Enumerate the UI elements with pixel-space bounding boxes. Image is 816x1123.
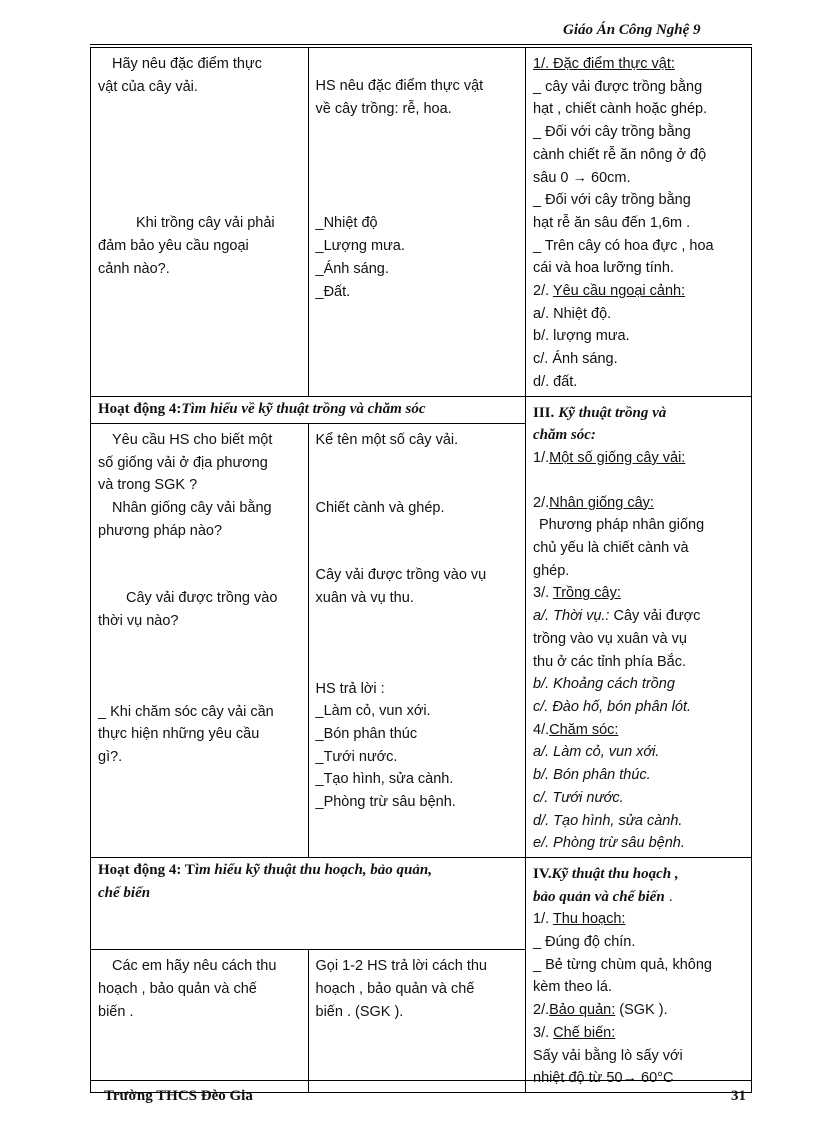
- teacher-activity-cell: [91, 950, 309, 1093]
- text-line: _ Đúng độ chín.: [533, 934, 636, 951]
- heading-number: 3/.: [533, 585, 550, 602]
- text-line: _Nhiệt độ: [315, 215, 378, 232]
- lesson-table: [90, 47, 752, 1093]
- text-line: hạt rễ ăn sâu đến 1,6m .: [533, 214, 691, 231]
- text-line: cành chiết rễ ăn nông ở độ: [533, 146, 707, 163]
- text-line: Gọi 1-2 HS trả lời cách thu: [315, 958, 487, 975]
- section-heading: [533, 1022, 745, 1045]
- text-line: Sấy vải bằng lò sấy với: [533, 1047, 683, 1064]
- section-title-line: [533, 886, 745, 909]
- text-line: _ Trên cây có hoa đực , hoa: [533, 237, 714, 254]
- text-line: _ Bẻ từng chùm quả, không: [533, 956, 712, 973]
- text-line: phương pháp nào?: [98, 522, 223, 539]
- heading-text: Yêu cầu ngoại cảnh:: [552, 283, 686, 300]
- section-heading: [533, 492, 745, 515]
- text-line: _ Khi chăm sóc cây vải cần: [98, 703, 274, 720]
- text-line: c/. Tưới nước.: [533, 789, 624, 806]
- text-line: gì?.: [98, 749, 123, 766]
- heading-text: Trồng cây:: [552, 585, 621, 602]
- text-line: b/. Khoảng cách trồng: [533, 676, 675, 693]
- text-line: hoạch , bảo quản và chế: [315, 981, 475, 998]
- text-line: vật của cây vải.: [98, 78, 198, 95]
- heading-text: Một số giống cây vải:: [549, 449, 686, 466]
- activity-label: Hoạt động 4:: [98, 400, 182, 417]
- heading-number: 2/.: [533, 1002, 550, 1019]
- spacer: [316, 610, 520, 678]
- text-line: Yêu cầu HS cho biết một: [112, 431, 273, 448]
- spacer: [98, 98, 302, 212]
- text-line: hạt , chiết cành hoặc ghép.: [533, 101, 708, 118]
- text-line: kèm theo lá.: [533, 979, 612, 996]
- section-title: [533, 402, 745, 425]
- text-line: và trong SGK ?: [98, 477, 198, 494]
- text-line: trồng vào vụ xuân và vụ: [533, 630, 687, 647]
- text-line: c/. Đào hố, bón phân lót.: [533, 698, 691, 715]
- text-line: _Làm cỏ, vun xới.: [315, 703, 431, 720]
- text-line: cái và hoa lưỡng tính.: [533, 260, 674, 277]
- title-number: III.: [533, 404, 555, 421]
- item-text: Cây vải được: [613, 608, 701, 625]
- text-line: thời vụ nào?: [98, 613, 179, 630]
- text-line: sâu 0 → 60cm.: [533, 169, 631, 186]
- text-line: Phương pháp nhân giống: [539, 517, 705, 534]
- student-activity-cell: [308, 423, 526, 857]
- text-line: a/. Làm cỏ, vun xới.: [533, 744, 660, 761]
- heading-number: 2/.: [533, 283, 550, 300]
- page-number: 31: [731, 1088, 746, 1104]
- text-line: _ Đối với cây trồng bằng: [533, 192, 691, 209]
- text-line: cảnh nào?.: [98, 260, 170, 277]
- title-text: Kỹ thuật trồng và: [558, 404, 667, 421]
- table-row: [91, 857, 752, 950]
- text-line: ghép.: [533, 562, 570, 579]
- text-line: HS trả lời :: [315, 680, 385, 697]
- text-line: a/. Nhiệt độ.: [533, 305, 612, 322]
- text-line: số giống vải ở địa phương: [98, 454, 268, 471]
- heading-text: Bảo quản:: [549, 1002, 616, 1019]
- text-line: c/. Ánh sáng.: [533, 351, 618, 368]
- text-line: _Tưới nước.: [315, 748, 398, 765]
- header-title: Giáo Án Công Nghệ 9: [563, 22, 701, 38]
- heading-number: 4/.: [533, 721, 550, 738]
- section-title: [533, 863, 745, 886]
- spacer: [316, 452, 520, 497]
- footer-school: Trường THCS Đèo Gia: [104, 1088, 253, 1104]
- text-line: biến .: [98, 1003, 134, 1020]
- heading-number: 3/.: [533, 1024, 550, 1041]
- title-text: bảo quản và chế biến: [533, 888, 665, 905]
- section-heading: [533, 999, 745, 1022]
- section-title-line: chăm sóc:: [533, 427, 596, 444]
- heading-number: 1/.: [533, 449, 550, 466]
- text-line: Kể tên một số cây vải.: [315, 431, 459, 448]
- text-line: xuân và vụ thu.: [315, 589, 414, 606]
- heading-tail: (SGK ).: [615, 1002, 668, 1019]
- teacher-activity-cell: [91, 423, 309, 857]
- activity-title: Tìm hiểu về kỹ thuật trồng và chăm sóc: [181, 400, 426, 417]
- text-line: _Phòng trừ sâu bệnh.: [315, 794, 456, 811]
- text-line: _Ánh sáng.: [315, 260, 389, 277]
- table-row: [91, 48, 752, 397]
- heading-text: Chăm sóc:: [549, 721, 619, 738]
- activity-title-line: chế biến: [98, 884, 151, 901]
- heading-number: 2/.: [533, 494, 550, 511]
- text-line: thực hiện những yêu cầu: [98, 726, 260, 743]
- text-line: hoạch , bảo quản và chế: [98, 981, 257, 998]
- text-line: e/. Phòng trừ sâu bệnh.: [533, 835, 685, 852]
- text-line: _ cây vải được trồng bằng: [533, 78, 703, 95]
- text-line: Các em hãy nêu cách thu: [112, 958, 277, 975]
- text-line: _Tạo hình, sửa cành.: [315, 771, 454, 788]
- text-line: Cây vải được trồng vào: [126, 590, 278, 607]
- text-line: về cây trồng: rễ, hoa.: [315, 100, 452, 117]
- spacer: [316, 519, 520, 564]
- spacer: [98, 633, 302, 701]
- text-line: d/. Tạo hình, sửa cành.: [533, 812, 683, 829]
- text-line: thu ở các tỉnh phía Bắc.: [533, 653, 686, 670]
- section-heading: [533, 447, 745, 470]
- content-cell: [526, 857, 752, 1092]
- text-line: Khi trồng cây vải phải: [136, 215, 275, 232]
- spacer: [316, 120, 520, 212]
- section-heading: 1/. Đặc điểm thực vật:: [533, 56, 675, 72]
- text-line: biến . (SGK ).: [315, 1003, 404, 1020]
- text-line: chủ yếu là chiết cành và: [533, 540, 689, 557]
- spacer: [316, 53, 520, 75]
- activity-title-line: [98, 859, 519, 882]
- activity-title: ìm hiểu kỹ thuật thu hoạch, bảo quản,: [194, 861, 432, 878]
- text-line: _ Đối với cây trồng bằng: [533, 124, 691, 141]
- title-number: IV.: [533, 865, 552, 882]
- section-heading: [533, 280, 745, 303]
- heading-number: 1/.: [533, 911, 550, 928]
- header-rule: [90, 44, 752, 45]
- content-cell: [526, 48, 752, 397]
- student-activity-cell: [308, 48, 526, 397]
- text-line: b/. lượng mưa.: [533, 328, 630, 345]
- text-line: _Đất.: [315, 283, 351, 300]
- text-line: Chiết cành và ghép.: [315, 499, 445, 516]
- item-label: a/. Thời vụ.:: [533, 608, 610, 625]
- text-line: _Bón phân thúc: [315, 726, 418, 743]
- spacer: [533, 470, 745, 492]
- text-line: [533, 605, 745, 628]
- text-line: nhiệt độ từ 50→ 60°C: [533, 1070, 674, 1087]
- text-line: _Lượng mưa.: [315, 238, 405, 255]
- table-row: [91, 396, 752, 423]
- text-line: Cây vải được trồng vào vụ: [315, 567, 487, 584]
- section-heading: [533, 719, 745, 742]
- section-heading: [533, 908, 745, 931]
- heading-text: Nhân giống cây:: [549, 494, 654, 511]
- footer-rule: [90, 1080, 752, 1081]
- student-activity-cell: [308, 950, 526, 1093]
- teacher-activity-cell: [91, 48, 309, 397]
- activity-bar: [91, 857, 526, 950]
- text-line: b/. Bón phân thúc.: [533, 767, 651, 784]
- heading-text: Chế biến:: [553, 1024, 616, 1041]
- text-line: Hãy nêu đặc điểm thực: [112, 56, 262, 72]
- text-line: d/. đất.: [533, 373, 578, 390]
- title-tail: .: [664, 888, 673, 905]
- content-cell: [526, 396, 752, 857]
- heading-text: Thu hoạch:: [552, 911, 626, 928]
- spacer: [98, 542, 302, 587]
- section-heading: [533, 582, 745, 605]
- activity-label: Hoạt động 4: T: [98, 861, 195, 878]
- text-line: HS nêu đặc điểm thực vật: [315, 78, 484, 94]
- text-line: Nhân giống cây vải bằng: [112, 499, 272, 516]
- activity-bar: [91, 396, 526, 423]
- text-line: đảm bảo yêu cầu ngoại: [98, 238, 249, 255]
- title-text: Kỹ thuật thu hoạch ,: [551, 865, 679, 882]
